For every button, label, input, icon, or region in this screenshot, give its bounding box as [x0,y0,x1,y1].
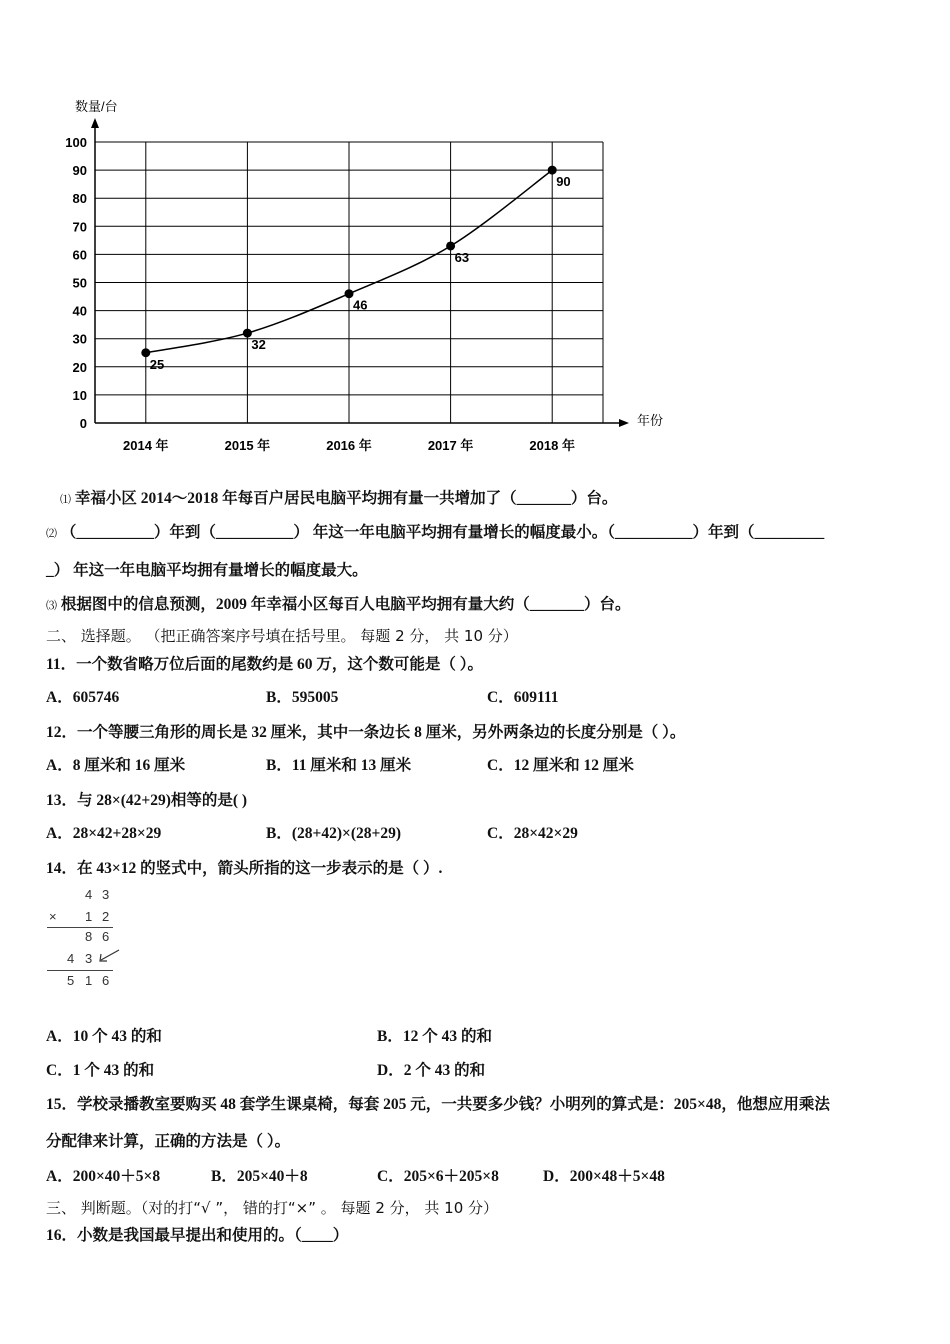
y-tick-label: 80 [72,191,87,207]
y-tick-label: 10 [72,387,87,403]
fill-question-1 [60,486,617,508]
q11-option-c: C．609111 [487,689,559,706]
question-15-stem-line2: 分配律来计算，正确的方法是（ ）。 [46,1133,291,1150]
data-label: 32 [251,337,266,353]
y-tick-label: 40 [72,303,87,319]
q12-option-a: A．8 厘米和 16 厘米 [46,757,186,774]
vertical-multiplication [45,885,125,995]
y-tick-label: 100 [65,135,87,150]
question-16-stem: 16．小数是我国最早提出和使用的。（____） [46,1227,349,1244]
digit: 1 [85,909,93,924]
y-tick-label: 70 [72,219,87,235]
question-marker: ⑴ [60,494,71,506]
question-15-stem-line1: 15．学校录播教室要购买 48 套学生课桌椅，每套 205 元，一共要多少钱？小明列的算式是：205×48，他想应用乘法 [46,1096,830,1113]
fill-question-2-continued: _） 年这一年电脑平均拥有量增长的幅度最大。 [46,562,368,579]
q15-option-d: D．200×48＋5×48 [543,1168,665,1185]
question-text: 幸福小区 2014～2018 年每百户居民电脑平均拥有量一共增加了（_______）台。 [74,490,618,507]
digit: 6 [102,973,110,988]
question-text: 根据图中的信息预测，2009 年幸福小区每百人电脑平均拥有量大约（_______）台。 [60,596,631,613]
data-label: 63 [454,249,470,265]
question-text: （__________）年到（__________） 年这一年电脑平均拥有量增长的幅度最小。（__________）年到（_________ [60,524,825,541]
digit: 8 [85,929,93,944]
question-14-stem: 14．在 43×12 的竖式中，箭头所指的这一步表示的是（ ）. [46,860,443,877]
y-tick-label: 90 [72,163,87,179]
digit: 4 [67,951,75,966]
y-tick-label: 20 [72,359,87,375]
q11-option-b: B．595005 [266,689,339,706]
data-points [141,166,570,372]
q14-option-c: C．1 个 43 的和 [46,1062,155,1079]
y-axis-label: 数量/台 [75,99,118,114]
question-12-stem: 12．一个等腰三角形的周长是 32 厘米，其中一条边长 8 厘米，另外两条边的长度分别是（ ）。 [46,724,686,741]
q15-option-c: C．205×6＋205×8 [377,1168,499,1185]
q15-option-b: B．205×40＋8 [211,1168,308,1185]
digit: 5 [67,973,75,988]
divider-line [47,927,113,928]
q14-option-d: D．2 个 43 的和 [377,1062,486,1079]
y-tick-label: 30 [72,331,87,347]
x-tick-label: 2015 年 [224,438,271,453]
x-tick-label: 2017 年 [427,438,474,453]
q15-option-a: A．200×40＋5×8 [46,1168,161,1185]
digit: 2 [102,909,110,924]
x-axis-label: 年份 [637,413,664,428]
digit: 3 [85,951,93,966]
digit: 6 [102,929,110,944]
fill-question-3 [46,592,631,614]
data-label: 46 [353,297,368,313]
divider-line [47,970,113,971]
chart-axes [91,118,629,427]
question-11-stem: 11．一个数省略万位后面的尾数约是 60 万，这个数可能是（ ）。 [46,656,484,673]
q13-option-c: C．28×42×29 [487,825,578,842]
q14-option-a: A．10 个 43 的和 [46,1028,162,1045]
x-tick-label: 2018 年 [529,438,575,453]
line-chart [55,95,675,465]
question-13-stem: 13．与 28×(42+29)相等的是( ) [46,792,248,809]
arrow-icon [97,947,121,965]
q14-option-b: B．12 个 43 的和 [377,1028,492,1045]
x-tick-label: 2014 年 [123,438,169,453]
question-marker: ⑶ [46,600,57,612]
data-label: 90 [556,174,571,190]
q11-option-a: A．605746 [46,689,120,706]
y-axis-arrow [91,118,99,128]
q12-option-c: C．12 厘米和 12 厘米 [487,757,634,774]
q13-option-b: B．(28+42)×(28+29) [266,825,401,842]
question-marker: ⑵ [46,528,57,540]
digit: 3 [102,887,110,902]
x-axis-arrow [619,419,629,427]
q12-option-b: B．11 厘米和 13 厘米 [266,757,412,774]
digit: 1 [85,973,93,988]
y-tick-labels [65,135,87,431]
chart-grid [95,142,603,423]
digit: 4 [85,887,93,902]
times-sign: × [49,909,57,924]
y-tick-label: 50 [72,275,87,291]
section-3-title: 三、 判断题。（对的打“√ ”， 错的打“×” 。 每题 2 分， 共 10 分） [46,1199,499,1217]
x-tick-labels [123,438,575,453]
data-label: 25 [149,356,165,372]
x-tick-label: 2016 年 [326,438,372,453]
section-2-title: 二、 选择题。 （把正确答案序号填在括号里。 每题 2 分， 共 10 分） [46,627,518,645]
y-tick-label: 0 [79,416,87,431]
y-tick-label: 60 [72,247,87,263]
q13-option-a: A．28×42+28×29 [46,825,162,842]
fill-question-2 [46,520,824,542]
